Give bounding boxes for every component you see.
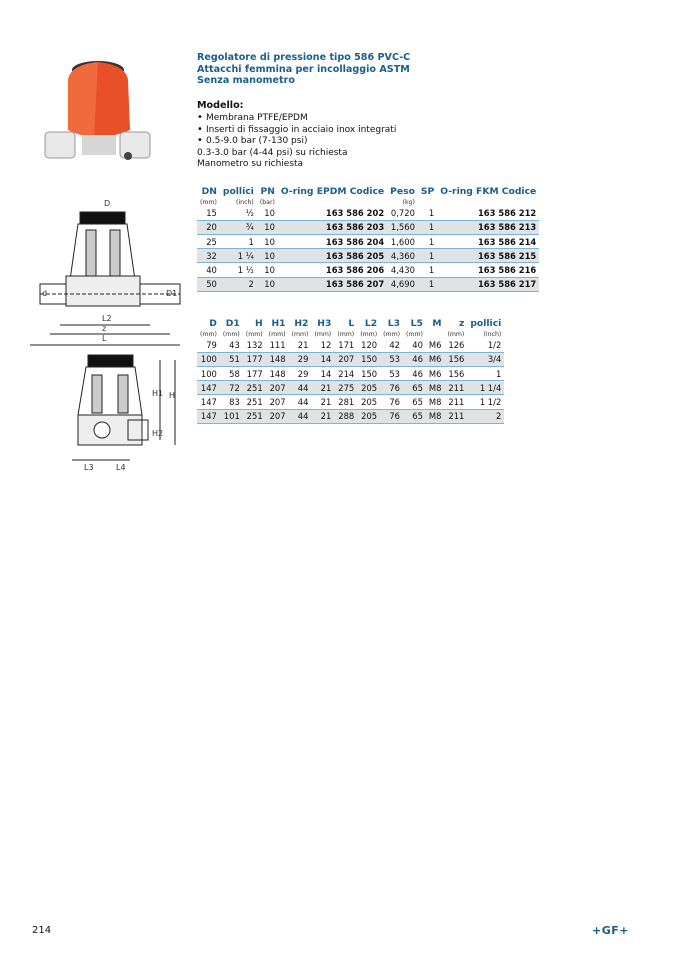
table-cell: 53 bbox=[380, 352, 403, 366]
table-cell: 275 bbox=[334, 381, 357, 395]
table-cell: 163 586 202 bbox=[278, 207, 387, 221]
column-header: SP bbox=[420, 186, 435, 197]
table-row bbox=[197, 249, 539, 263]
table-row bbox=[197, 277, 539, 291]
column-header: H3 (mm) bbox=[314, 318, 332, 338]
bullet-item: • Inserti di fissaggio in acciaio inox integrati bbox=[197, 125, 497, 136]
table-cell: 207 bbox=[266, 381, 289, 395]
table-cell: ½ bbox=[220, 207, 257, 221]
dim-label-d-top: D bbox=[104, 199, 111, 208]
table-cell: 10 bbox=[257, 263, 278, 277]
table-cell: 44 bbox=[289, 395, 312, 409]
table-cell: 10 bbox=[257, 277, 278, 291]
table-cell: 20 bbox=[197, 220, 220, 234]
table-cell: 83 bbox=[220, 395, 243, 409]
table-row bbox=[197, 409, 504, 423]
table-cell: 281 bbox=[334, 395, 357, 409]
table-cell: ¾ bbox=[220, 220, 257, 234]
table-cell: 214 bbox=[334, 366, 357, 380]
table-cell: 29 bbox=[289, 366, 312, 380]
column-header: H1 (mm) bbox=[268, 318, 286, 338]
table-cell: 42 bbox=[380, 339, 403, 353]
table-cell: 44 bbox=[289, 381, 312, 395]
model-heading: Modello: bbox=[197, 100, 244, 111]
column-header: PN (bar) bbox=[259, 186, 275, 206]
table-cell: 251 bbox=[243, 381, 266, 395]
table-cell: 120 bbox=[357, 339, 380, 353]
table-cell: 65 bbox=[403, 381, 426, 395]
table-cell: M8 bbox=[426, 409, 445, 423]
model-note: 0.3-3.0 bar (4-44 psi) su richiesta bbox=[197, 147, 348, 158]
table-row bbox=[197, 220, 539, 234]
column-header: D1 (mm) bbox=[222, 318, 240, 338]
dimensions-table-header bbox=[197, 319, 504, 339]
table-cell: 21 bbox=[311, 395, 334, 409]
table-cell: 132 bbox=[243, 339, 266, 353]
front-view-drawing bbox=[72, 355, 175, 460]
table-cell: 1 1/2 bbox=[467, 395, 504, 409]
table-cell: 147 bbox=[197, 409, 220, 423]
table-cell: 10 bbox=[257, 249, 278, 263]
column-header: z (mm) bbox=[447, 318, 465, 338]
table-cell: 147 bbox=[197, 381, 220, 395]
table-cell: 100 bbox=[197, 366, 220, 380]
table-cell: 3/4 bbox=[467, 352, 504, 366]
table-row bbox=[197, 263, 539, 277]
table-cell: 76 bbox=[380, 395, 403, 409]
table-row bbox=[197, 207, 539, 221]
table-cell: 10 bbox=[257, 207, 278, 221]
table-cell: 1 bbox=[418, 207, 437, 221]
dim-label-d: d bbox=[42, 289, 48, 298]
table-cell: 126 bbox=[444, 339, 467, 353]
table-cell: 10 bbox=[257, 220, 278, 234]
table-cell: 101 bbox=[220, 409, 243, 423]
dim-label-z: z bbox=[102, 324, 107, 333]
table-cell: 1,560 bbox=[387, 220, 418, 234]
table-cell: 43 bbox=[220, 339, 243, 353]
table-cell: 40 bbox=[197, 263, 220, 277]
table-cell: 156 bbox=[444, 352, 467, 366]
table-cell: 4,430 bbox=[387, 263, 418, 277]
table-cell: 251 bbox=[243, 395, 266, 409]
table-cell: 21 bbox=[311, 381, 334, 395]
column-header: pollici (inch) bbox=[470, 318, 502, 338]
table-cell: 44 bbox=[289, 409, 312, 423]
column-header: H (mm) bbox=[245, 318, 263, 338]
table-row bbox=[197, 234, 539, 248]
column-header: O-ring FKM Codice bbox=[440, 186, 537, 197]
table-cell: 163 586 212 bbox=[437, 207, 539, 221]
table-cell: 25 bbox=[197, 234, 220, 248]
column-header: O-ring EPDM Codice bbox=[280, 186, 385, 197]
table-row bbox=[197, 366, 504, 380]
table-cell: 150 bbox=[357, 352, 380, 366]
table-cell: 29 bbox=[289, 352, 312, 366]
table-cell: 163 586 216 bbox=[437, 263, 539, 277]
table-cell: 163 586 217 bbox=[437, 277, 539, 291]
model-bullets bbox=[197, 113, 497, 147]
table-cell: M8 bbox=[426, 395, 445, 409]
product-photo bbox=[45, 61, 150, 160]
table-cell: 2 bbox=[467, 409, 504, 423]
gf-logo: +GF+ bbox=[592, 924, 629, 937]
table-cell: 14 bbox=[311, 366, 334, 380]
table-cell: 10 bbox=[257, 234, 278, 248]
table-cell: M6 bbox=[426, 339, 445, 353]
table-cell: 14 bbox=[311, 352, 334, 366]
dim-label-l2: L2 bbox=[102, 314, 112, 323]
table-cell: 76 bbox=[380, 381, 403, 395]
title-line-2: Attacchi femmina per incollaggio ASTM bbox=[197, 63, 410, 75]
table-cell: 21 bbox=[311, 409, 334, 423]
table-cell: 1 bbox=[467, 366, 504, 380]
dimensions-table bbox=[197, 319, 504, 424]
page-number: 214 bbox=[32, 925, 52, 936]
table-cell: 171 bbox=[334, 339, 357, 353]
table-cell: 0,720 bbox=[387, 207, 418, 221]
table-cell: 147 bbox=[197, 395, 220, 409]
table-cell: 1 ¼ bbox=[220, 249, 257, 263]
table-cell: 2 bbox=[220, 277, 257, 291]
dim-label-h1: H1 bbox=[152, 389, 164, 398]
dim-label-d1: D1 bbox=[166, 289, 178, 298]
table-cell: 1 1/4 bbox=[467, 381, 504, 395]
table-cell: 50 bbox=[197, 277, 220, 291]
dim-label-h2: H2 bbox=[152, 429, 164, 438]
dim-label-l4: L4 bbox=[116, 463, 126, 472]
table-cell: 46 bbox=[403, 352, 426, 366]
table-cell: 163 586 206 bbox=[278, 263, 387, 277]
table-cell: 1 bbox=[418, 263, 437, 277]
table-cell: 51 bbox=[220, 352, 243, 366]
table-cell: 65 bbox=[403, 395, 426, 409]
table-cell: 207 bbox=[334, 352, 357, 366]
column-header: M bbox=[432, 318, 442, 329]
bullet-item: • 0.5-9.0 bar (7-130 psi) bbox=[197, 136, 497, 147]
table-cell: 163 586 215 bbox=[437, 249, 539, 263]
table-cell: 15 bbox=[197, 207, 220, 221]
table-cell: 156 bbox=[444, 366, 467, 380]
table-cell: 251 bbox=[243, 409, 266, 423]
table-cell: 207 bbox=[266, 409, 289, 423]
table-cell: 79 bbox=[197, 339, 220, 353]
table-cell: 163 586 207 bbox=[278, 277, 387, 291]
table-cell: 150 bbox=[357, 366, 380, 380]
title-line-1: Regolatore di pressione tipo 586 PVC-C bbox=[197, 52, 411, 63]
column-header: Peso (kg) bbox=[390, 186, 415, 206]
table-cell: 1 bbox=[418, 220, 437, 234]
codes-table-header bbox=[197, 187, 539, 207]
table-cell: 177 bbox=[243, 366, 266, 380]
table-row bbox=[197, 352, 504, 366]
table-cell: 21 bbox=[289, 339, 312, 353]
table-cell: 211 bbox=[444, 395, 467, 409]
table-cell: 211 bbox=[444, 381, 467, 395]
table-cell: 1 bbox=[220, 234, 257, 248]
model-note: Manometro su richiesta bbox=[197, 159, 304, 170]
table-cell: 163 586 213 bbox=[437, 220, 539, 234]
dim-label-h: H bbox=[169, 391, 176, 400]
table-cell: 288 bbox=[334, 409, 357, 423]
table-cell: 72 bbox=[220, 381, 243, 395]
column-header: L3 (mm) bbox=[383, 318, 401, 338]
bullet-item: • Membrana PTFE/EPDM bbox=[197, 113, 497, 124]
table-row bbox=[197, 381, 504, 395]
table-row bbox=[197, 395, 504, 409]
table-cell: 100 bbox=[197, 352, 220, 366]
table-cell: 65 bbox=[403, 409, 426, 423]
table-cell: 148 bbox=[266, 352, 289, 366]
product-illustrations bbox=[30, 40, 190, 484]
product-photo-and-drawings bbox=[30, 40, 190, 480]
table-cell: 207 bbox=[266, 395, 289, 409]
column-header: D (mm) bbox=[200, 318, 217, 338]
table-cell: 32 bbox=[197, 249, 220, 263]
table-cell: 1,600 bbox=[387, 234, 418, 248]
dim-label-l: L bbox=[102, 334, 107, 343]
table-cell: 148 bbox=[266, 366, 289, 380]
column-header: L5 (mm) bbox=[406, 318, 423, 338]
table-cell: 1 ½ bbox=[220, 263, 257, 277]
table-cell: M6 bbox=[426, 352, 445, 366]
table-cell: 4,360 bbox=[387, 249, 418, 263]
model-info bbox=[197, 100, 497, 170]
table-cell: 1 bbox=[418, 234, 437, 248]
title-line-3: Senza manometro bbox=[197, 75, 295, 86]
table-row bbox=[197, 339, 504, 353]
column-header: pollici (inch) bbox=[222, 186, 254, 206]
table-cell: 205 bbox=[357, 409, 380, 423]
product-title bbox=[197, 52, 497, 87]
column-header: DN (mm) bbox=[200, 186, 217, 206]
column-header: H2 (mm) bbox=[291, 318, 309, 338]
table-cell: 46 bbox=[403, 366, 426, 380]
table-cell: 205 bbox=[357, 381, 380, 395]
table-cell: 76 bbox=[380, 409, 403, 423]
table-cell: 163 586 204 bbox=[278, 234, 387, 248]
table-cell: 163 586 214 bbox=[437, 234, 539, 248]
column-header: L (mm) bbox=[337, 318, 355, 338]
table-cell: 12 bbox=[311, 339, 334, 353]
table-cell: 211 bbox=[444, 409, 467, 423]
table-cell: 53 bbox=[380, 366, 403, 380]
codes-table bbox=[197, 187, 539, 292]
table-cell: 4,690 bbox=[387, 277, 418, 291]
table-cell: M8 bbox=[426, 381, 445, 395]
table-cell: 40 bbox=[403, 339, 426, 353]
table-cell: 1 bbox=[418, 277, 437, 291]
dim-label-l3: L3 bbox=[84, 463, 94, 472]
table-cell: 58 bbox=[220, 366, 243, 380]
table-cell: M6 bbox=[426, 366, 445, 380]
table-cell: 1/2 bbox=[467, 339, 504, 353]
table-cell: 163 586 205 bbox=[278, 249, 387, 263]
table-cell: 163 586 203 bbox=[278, 220, 387, 234]
column-header: L2 (mm) bbox=[360, 318, 378, 338]
table-cell: 205 bbox=[357, 395, 380, 409]
table-cell: 1 bbox=[418, 249, 437, 263]
table-cell: 111 bbox=[266, 339, 289, 353]
table-cell: 177 bbox=[243, 352, 266, 366]
